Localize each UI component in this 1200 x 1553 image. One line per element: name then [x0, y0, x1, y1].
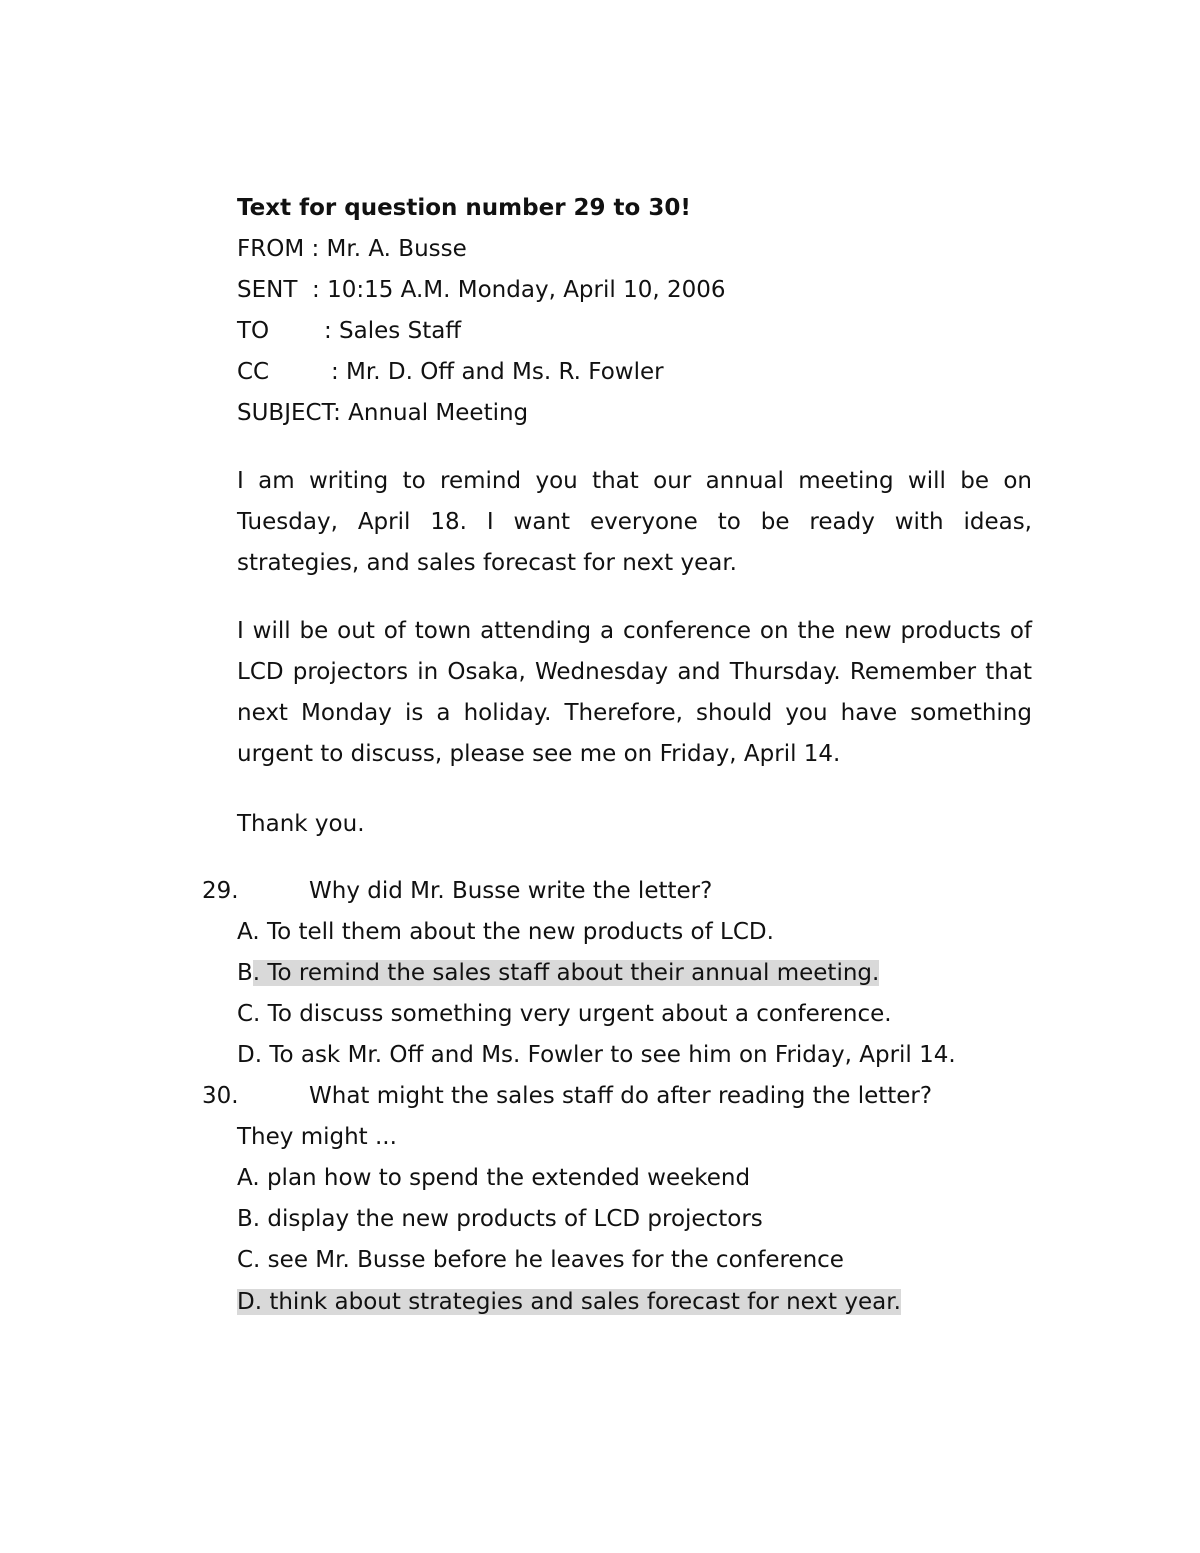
question-29-text: Why did Mr. Busse write the letter? — [309, 878, 713, 904]
cc-value: : Mr. D. Off and Ms. R. Fowler — [331, 359, 664, 385]
question-30-option-d — [237, 1287, 901, 1317]
question-29-option-c: C. To discuss something very urgent about a conference. — [237, 1001, 892, 1027]
question-30-option-a: A. plan how to spend the extended weekend — [237, 1165, 751, 1191]
question-30-option-b: B. display the new products of LCD projectors — [237, 1206, 763, 1232]
cc-label: CC — [237, 359, 270, 385]
question-30-stem: They might ... — [237, 1124, 397, 1150]
question-29-option-b-highlighted-text: . To remind the sales staff about their annual meeting. — [252, 960, 880, 986]
to-label: TO — [237, 318, 270, 344]
body-paragraph-1: I am writing to remind you that our annual meeting will be on Tuesday, April 18. I want everyone to be ready with ideas, strategies, and sales forecast for next year. — [237, 468, 1032, 576]
sent-line: SENT : 10:15 A.M. Monday, April 10, 2006 — [237, 277, 726, 303]
document-heading: Text for question number 29 to 30! — [237, 195, 691, 221]
question-30-option-c: C. see Mr. Busse before he leaves for the conference — [237, 1247, 844, 1273]
question-30-option-d-highlighted-text: D. think about strategies and sales forecast for next year. — [237, 1289, 901, 1315]
question-30-number: 30. — [202, 1083, 239, 1109]
to-value: : Sales Staff — [324, 318, 462, 344]
from-line: FROM : Mr. A. Busse — [237, 236, 467, 262]
closing-line: Thank you. — [237, 811, 365, 837]
question-29-option-b-letter: B — [237, 960, 253, 986]
subject-line: SUBJECT: Annual Meeting — [237, 400, 529, 426]
question-29-option-a: A. To tell them about the new products of LCD. — [237, 919, 774, 945]
question-29-option-b — [237, 958, 879, 988]
question-29-number: 29. — [202, 878, 239, 904]
body-paragraph-2: I will be out of town attending a conference on the new products of LCD projectors in Osaka, Wednesday and Thursday. Remember that next Monday is a holiday. Therefore, should you have something urgent to discuss, please see me on Friday, April 14. — [237, 618, 1032, 767]
question-29-option-d: D. To ask Mr. Off and Ms. Fowler to see him on Friday, April 14. — [237, 1042, 956, 1068]
question-30-text: What might the sales staff do after reading the letter? — [309, 1083, 933, 1109]
